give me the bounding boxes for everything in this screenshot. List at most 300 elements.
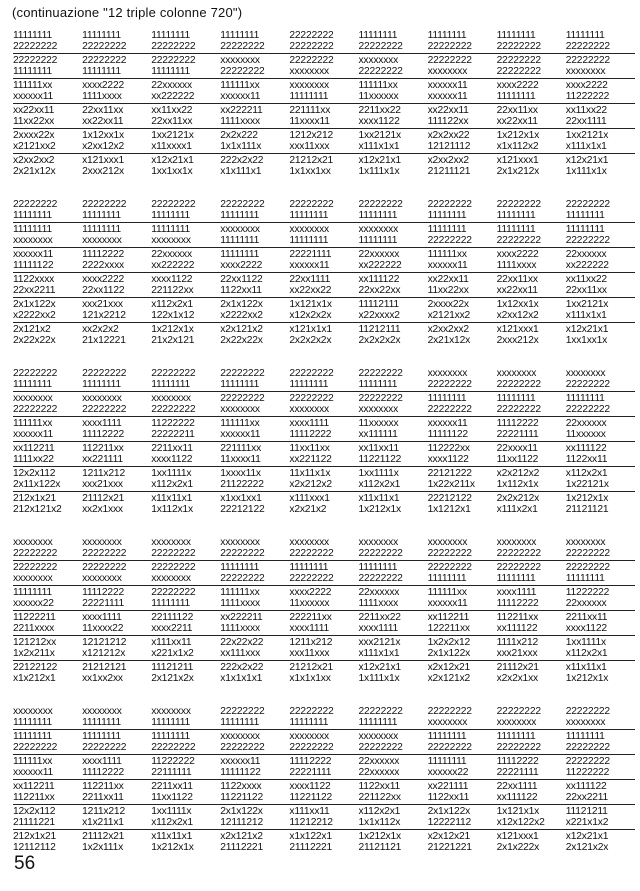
sequence-line: 2x1x122x	[427, 806, 471, 817]
sequence-line: 22222222	[565, 41, 610, 52]
sequence-line: 22222222	[427, 562, 472, 573]
page-title: (continuazione "12 triple colonne 720")	[12, 5, 243, 20]
sequence-line: 22222222	[358, 368, 403, 379]
sequence-cell	[428, 368, 497, 390]
sequence-line: 111111xx	[220, 587, 260, 598]
sequence-cell	[82, 468, 151, 490]
sequence-line: 11111111	[220, 249, 260, 260]
sequence-line: 111111xx	[13, 80, 53, 91]
sequence-cell	[82, 155, 151, 177]
sequence-cell	[497, 731, 566, 753]
sequence-line: 22212122	[427, 493, 472, 504]
sequence-cell	[497, 831, 566, 853]
sequence-line: xxxx1111	[82, 612, 122, 623]
sequence-line: 11111111	[151, 731, 191, 742]
sequence-line: 2211xx11	[151, 443, 193, 454]
sequence-line: 22222222	[151, 199, 196, 210]
sequence-line: x112x2x1	[151, 299, 193, 310]
sequence-cell	[13, 324, 82, 346]
sequence-line: xxxxxx11	[220, 429, 261, 440]
sequence-row	[13, 274, 635, 296]
sequence-line: xxxxxxxx	[289, 404, 329, 415]
sequence-line: xx22xx11	[496, 285, 538, 296]
sequence-line: xxxxxxxx	[13, 235, 53, 246]
sequence-cell	[428, 224, 497, 246]
sequence-line: 11111111	[220, 210, 260, 221]
sequence-line: 212x1x21	[13, 493, 57, 504]
sequence-line: xx112211	[13, 781, 55, 792]
sequence-line: 22xxxxxx	[358, 767, 400, 778]
sequence-line: 22222222	[82, 742, 127, 753]
sequence-row	[13, 155, 635, 177]
row-divider	[13, 103, 635, 104]
row-divider	[13, 153, 635, 154]
sequence-cell	[82, 80, 151, 102]
sequence-cell	[220, 806, 289, 828]
sequence-line: 1xx1xx1x	[565, 335, 608, 346]
sequence-cell	[497, 249, 566, 271]
sequence-line: xxxxxxxx	[220, 224, 260, 235]
sequence-line: x2xx2xx2	[427, 155, 469, 166]
sequence-line: xxxxxx11	[427, 598, 468, 609]
row-divider	[13, 297, 635, 298]
sequence-line: 2xxx212x	[82, 166, 124, 177]
sequence-line: 2211xx22	[358, 612, 401, 623]
sequence-cell	[82, 30, 151, 52]
sequence-line: 11112222	[82, 249, 125, 260]
sequence-line: xxxxxxxx	[82, 537, 122, 548]
sequence-cell	[566, 418, 635, 440]
sequence-row	[13, 493, 635, 515]
sequence-line: 11111111	[427, 210, 467, 221]
sequence-row	[13, 55, 635, 77]
sequence-cell	[497, 418, 566, 440]
sequence-line: 11212212	[289, 817, 333, 828]
sequence-line: 212x1x21	[13, 831, 57, 842]
sequence-cell	[151, 368, 220, 390]
sequence-cell	[497, 130, 566, 152]
sequence-line: xx111122	[496, 792, 538, 803]
sequence-line: 12112112	[13, 842, 56, 853]
sequence-line: 11111111	[496, 573, 536, 584]
sequence-cell	[289, 105, 358, 127]
sequence-cell	[497, 30, 566, 52]
sequence-line: xxxx2222	[82, 274, 124, 285]
sequence-line: 1x2x211x	[13, 648, 55, 659]
sequence-cell	[289, 806, 358, 828]
sequence-line: xxxxxxxx	[13, 706, 53, 717]
sequence-line: 1xx2121x	[358, 130, 401, 141]
sequence-cell	[358, 756, 427, 778]
sequence-line: 22xx11xx	[151, 116, 193, 127]
sequence-line: 22222222	[565, 235, 610, 246]
sequence-line: x111x1x1	[565, 141, 607, 152]
sequence-line: 1211x212	[82, 468, 125, 479]
sequence-cell	[151, 30, 220, 52]
sequence-cell	[220, 249, 289, 271]
sequence-cell	[497, 562, 566, 584]
column-block	[13, 537, 635, 684]
sequence-cell	[82, 199, 151, 221]
sequence-line: x2x21x2	[289, 504, 327, 515]
sequence-line: 112222xx	[427, 443, 470, 454]
sequence-line: 22222211	[151, 429, 195, 440]
sequence-line: 22222222	[13, 199, 58, 210]
sequence-cell	[82, 562, 151, 584]
sequence-line: 1111xxxx	[220, 116, 260, 127]
sequence-line: x2x121x2	[427, 673, 471, 684]
sequence-line: 22222222	[82, 548, 127, 559]
sequence-line: 11111111	[358, 562, 398, 573]
sequence-line: x221x1x2	[565, 817, 609, 828]
sequence-line: xx2x1xxx	[82, 504, 123, 515]
sequence-cell	[566, 443, 635, 465]
sequence-cell	[151, 612, 220, 634]
sequence-line: x11x11x1	[565, 662, 607, 673]
sequence-line: xxxx2222	[220, 260, 263, 271]
sequence-line: 11111111	[13, 731, 52, 742]
sequence-line: 11221122	[289, 792, 333, 803]
sequence-cell	[220, 831, 289, 853]
sequence-line: 2xxxx22x	[13, 130, 55, 141]
sequence-line: 11111111	[151, 598, 191, 609]
column-block	[13, 368, 635, 515]
sequence-line: xxxx1111	[496, 587, 537, 598]
sequence-line: xx22xx11	[427, 274, 469, 285]
sequence-line: xx22xx11	[496, 116, 538, 127]
sequence-line: 11111111	[13, 224, 52, 235]
sequence-line: x121xxx1	[82, 155, 124, 166]
sequence-cell	[13, 587, 82, 609]
sequence-cell	[358, 731, 427, 753]
sequence-line: 22222222	[13, 404, 58, 415]
sequence-line: 2x21x12x	[427, 335, 471, 346]
sequence-line: 22222222	[289, 548, 334, 559]
sequence-line: 22xx11xx	[565, 285, 607, 296]
page-number: 56	[14, 853, 36, 874]
sequence-cell	[13, 368, 82, 390]
sequence-line: 22222222	[13, 742, 58, 753]
sequence-line: 11111111	[427, 573, 467, 584]
sequence-line: 21121121	[565, 504, 609, 515]
sequence-line: 11111111	[220, 562, 260, 573]
sequence-cell	[428, 612, 497, 634]
sequence-cell	[428, 468, 497, 490]
sequence-cell	[289, 756, 358, 778]
sequence-cell	[13, 105, 82, 127]
sequence-line: 22222222	[220, 199, 265, 210]
sequence-cell	[497, 612, 566, 634]
sequence-line: 22222222	[13, 562, 58, 573]
sequence-line: 22222222	[427, 404, 472, 415]
sequence-cell	[13, 706, 82, 728]
sequence-cell	[151, 781, 220, 803]
sequence-line: 221111xx	[289, 105, 331, 116]
sequence-cell	[566, 562, 635, 584]
sequence-line: xxxxxxxx	[151, 573, 191, 584]
sequence-cell	[358, 80, 427, 102]
sequence-cell	[428, 493, 497, 515]
sequence-line: 111111xx	[13, 418, 53, 429]
sequence-cell	[13, 224, 82, 246]
sequence-line: 11xxxxxx	[358, 91, 399, 102]
sequence-line: 22xx2211	[565, 792, 609, 803]
sequence-line: 11111111	[151, 224, 191, 235]
sequence-line: 22222222	[82, 199, 127, 210]
row-divider	[13, 53, 635, 54]
sequence-cell	[220, 299, 289, 321]
sequence-line: xx222211	[220, 105, 263, 116]
sequence-line: 1x1xx1xx	[289, 166, 331, 177]
sequence-cell	[289, 831, 358, 853]
sequence-line: 11222222	[565, 91, 610, 102]
sequence-cell	[151, 493, 220, 515]
sequence-line: xxxxxx11	[13, 91, 53, 102]
sequence-row	[13, 806, 635, 828]
sequence-line: 2211xxxx	[13, 623, 55, 634]
sequence-cell	[151, 637, 220, 659]
sequence-line: 22222222	[496, 379, 541, 390]
sequence-line: 2x2x212x	[496, 493, 540, 504]
sequence-cell	[497, 105, 566, 127]
sequence-line: 22222222	[220, 742, 265, 753]
sequence-cell	[82, 662, 151, 684]
sequence-cell	[151, 562, 220, 584]
sequence-line: 2x1x122x	[13, 299, 56, 310]
sequence-cell	[358, 831, 427, 853]
sequence-line: 22222222	[13, 548, 58, 559]
sequence-cell	[82, 393, 151, 415]
sequence-line: 22222222	[358, 573, 403, 584]
sequence-cell	[358, 443, 427, 465]
sequence-cell	[358, 155, 427, 177]
sequence-line: 2211xx11	[151, 781, 193, 792]
sequence-line: 2211xx11	[565, 612, 608, 623]
sequence-line: 11111111	[496, 210, 536, 221]
sequence-cell	[82, 806, 151, 828]
sequence-line: xx22xx11	[82, 116, 124, 127]
sequence-line: xxxxxxxx	[358, 224, 399, 235]
sequence-line: x2222xx2	[13, 310, 56, 321]
sequence-line: 11111111	[565, 30, 605, 41]
sequence-row	[13, 393, 635, 415]
sequence-line: xxxxxxxx	[151, 706, 191, 717]
sequence-line: xxxxxxxx	[82, 706, 122, 717]
sequence-line: 22xx11xx	[496, 105, 538, 116]
sequence-line: 1122xxxx	[13, 274, 55, 285]
sequence-line: 21221221	[427, 842, 472, 853]
sequence-line: x2xx12x2	[82, 141, 124, 152]
sequence-line: 11112222	[82, 587, 125, 598]
sequence-line: 11111111	[289, 210, 329, 221]
sequence-line: 11xxxxxx	[565, 429, 606, 440]
sequence-line: x2x2x1xx	[496, 673, 538, 684]
sequence-line: 22222222	[151, 368, 196, 379]
sequence-line: 11111111	[220, 717, 260, 728]
sequence-line: xx222211	[220, 612, 263, 623]
sequence-cell	[289, 30, 358, 52]
sequence-cell	[566, 274, 635, 296]
sequence-cell	[220, 493, 289, 515]
sequence-line: 11111111	[82, 379, 121, 390]
sequence-line: x2x121x2	[220, 831, 263, 842]
sequence-cell	[13, 274, 82, 296]
sequence-line: 22222222	[427, 55, 472, 66]
sequence-row	[13, 756, 635, 778]
sequence-line: 112211xx	[496, 612, 539, 623]
sequence-line: xxxxxxxx	[565, 717, 606, 728]
sequence-line: xxxxxxxx	[358, 731, 399, 742]
sequence-line: xx1xx2xx	[82, 673, 123, 684]
sequence-line: 22222222	[427, 199, 472, 210]
sequence-cell	[82, 55, 151, 77]
row-divider	[13, 754, 635, 755]
sequence-line: xxxxxxxx	[220, 404, 260, 415]
sequence-line: xxxxxx22	[427, 767, 469, 778]
sequence-line: xx22xx11	[13, 105, 55, 116]
sequence-cell	[82, 537, 151, 559]
sequence-line: 11111122	[13, 260, 54, 271]
sequence-cell	[220, 393, 289, 415]
sequence-cell	[220, 155, 289, 177]
sequence-line: 11111111	[358, 717, 398, 728]
sequence-line: 21122222	[220, 479, 264, 490]
sequence-line: 11111111	[151, 66, 191, 77]
sequence-line: 11212111	[358, 324, 401, 335]
sequence-line: 1x1x112x	[358, 817, 401, 828]
sequence-line: 22222222	[220, 41, 265, 52]
sequence-line: x2121xx2	[13, 141, 56, 152]
sequence-line: 2x21x12x	[13, 166, 56, 177]
sequence-line: 111111xx	[427, 587, 467, 598]
sequence-cell	[82, 831, 151, 853]
sequence-cell	[289, 393, 358, 415]
sequence-line: 1x212x1x	[358, 504, 401, 515]
sequence-line: 111111xx	[220, 80, 260, 91]
sequence-line: 2x121x2	[13, 324, 51, 335]
sequence-cell	[151, 418, 220, 440]
sequence-cell	[358, 130, 427, 152]
sequence-cell	[497, 537, 566, 559]
sequence-cell	[151, 80, 220, 102]
sequence-cell	[497, 468, 566, 490]
sequence-cell	[566, 493, 635, 515]
sequence-cell	[566, 756, 635, 778]
sequence-line: 22222222	[565, 756, 610, 767]
sequence-line: 1x212x1x	[565, 493, 609, 504]
sequence-line: xxxx2222	[289, 587, 332, 598]
triple-columns-grid	[13, 30, 635, 875]
sequence-line: xxxx2222	[565, 80, 608, 91]
sequence-cell	[497, 80, 566, 102]
sequence-line: xxxxxxxx	[496, 368, 537, 379]
sequence-cell	[82, 130, 151, 152]
sequence-line: x1xx1xx1	[220, 493, 262, 504]
sequence-cell	[358, 55, 427, 77]
sequence-cell	[151, 249, 220, 271]
sequence-line: 1111xxxx	[358, 598, 399, 609]
sequence-cell	[566, 249, 635, 271]
sequence-line: 12x2x112	[13, 468, 56, 479]
sequence-line: xx111xxx	[220, 648, 261, 659]
sequence-cell	[82, 443, 151, 465]
sequence-line: 22222222	[289, 30, 334, 41]
sequence-cell	[566, 324, 635, 346]
sequence-line: 11111111	[82, 731, 121, 742]
sequence-line: xxxxxxxx	[13, 393, 53, 404]
sequence-line: 11111111	[151, 30, 191, 41]
sequence-cell	[428, 587, 497, 609]
sequence-cell	[13, 418, 82, 440]
sequence-line: 22221111	[496, 767, 539, 778]
sequence-cell	[220, 468, 289, 490]
sequence-line: 1x2x2x12	[427, 637, 471, 648]
sequence-line: 11111111	[82, 210, 121, 221]
sequence-cell	[289, 493, 358, 515]
sequence-line: 121x2212	[82, 310, 126, 321]
sequence-line: 212x121x2	[13, 504, 62, 515]
sequence-line: xxx2121x	[358, 637, 401, 648]
sequence-line: 11111111	[427, 30, 467, 41]
row-divider	[13, 491, 635, 492]
sequence-cell	[497, 806, 566, 828]
sequence-line: xxxxxxxx	[289, 537, 329, 548]
sequence-cell	[289, 781, 358, 803]
sequence-cell	[82, 493, 151, 515]
sequence-line: xxxx1111	[82, 756, 122, 767]
sequence-cell	[82, 612, 151, 634]
sequence-line: 22222222	[82, 404, 127, 415]
sequence-cell	[428, 324, 497, 346]
sequence-line: x112x2x1	[565, 468, 608, 479]
sequence-cell	[13, 393, 82, 415]
sequence-cell	[289, 587, 358, 609]
sequence-line: xxxxxxxx	[496, 717, 537, 728]
sequence-line: xxxxxxxx	[358, 404, 399, 415]
sequence-cell	[151, 274, 220, 296]
sequence-line: 1122xx11	[427, 792, 470, 803]
sequence-line: 22222222	[289, 742, 334, 753]
sequence-line: 11xxxx11	[289, 116, 330, 127]
sequence-line: 11xxxx11	[220, 454, 261, 465]
sequence-cell	[428, 155, 497, 177]
row-divider	[13, 585, 635, 586]
sequence-line: 1x121x1x	[289, 299, 332, 310]
sequence-line: 22222222	[151, 562, 196, 573]
sequence-line: 11221122	[358, 454, 402, 465]
sequence-line: 22222222	[496, 706, 541, 717]
sequence-cell	[13, 130, 82, 152]
sequence-line: xxxx2222	[496, 80, 539, 91]
sequence-row	[13, 731, 635, 753]
sequence-line: 221122xx	[358, 792, 401, 803]
sequence-cell	[358, 224, 427, 246]
sequence-row	[13, 224, 635, 246]
sequence-line: 22222222	[151, 742, 196, 753]
sequence-line: 1111xx22	[13, 454, 54, 465]
sequence-line: x2x12x21	[427, 662, 471, 673]
sequence-line: xxxxxxxx	[358, 55, 399, 66]
sequence-line: x1x212x1	[13, 673, 56, 684]
sequence-line: x12x21x1	[565, 324, 609, 335]
sequence-cell	[428, 105, 497, 127]
sequence-cell	[497, 274, 566, 296]
sequence-line: 11111111	[496, 393, 536, 404]
sequence-line: 11112222	[289, 756, 332, 767]
sequence-line: x2121xx2	[427, 310, 471, 321]
sequence-line: xxx21xxx	[496, 648, 538, 659]
sequence-line: x1x1x1x1	[220, 673, 263, 684]
